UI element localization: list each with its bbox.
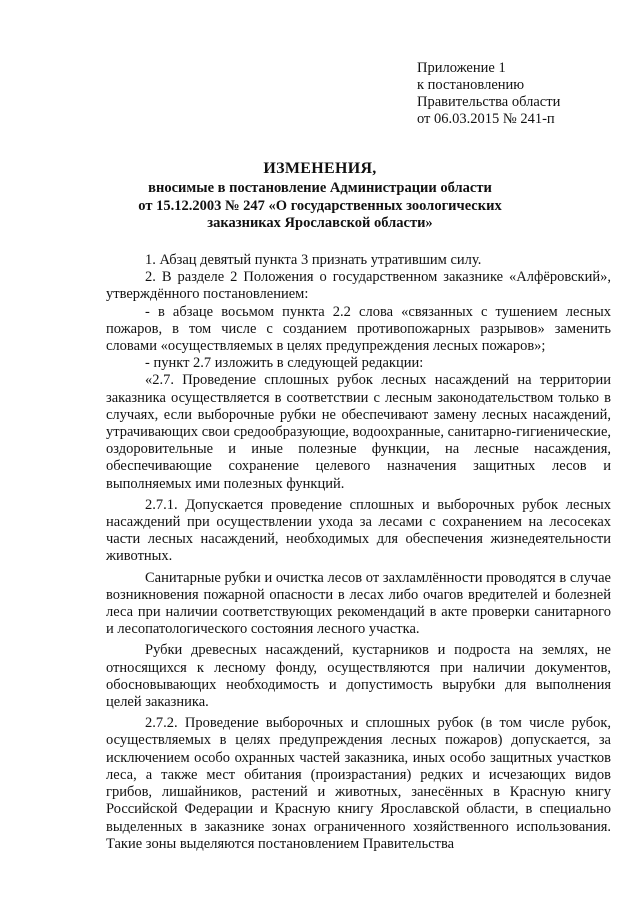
subtitle-line: от 15.12.2003 № 247 «О государственных зоологических — [138, 197, 502, 214]
paragraph: Санитарные рубки и очистка лесов от захламлённости проводятся в случае возникновения пожарной опасности в лесах либо очагов вредителей и болезней леса при наличии соответствующих рекомендаций в акте проверки санитарного и лесопатологического состояния лесного участка. — [106, 569, 611, 638]
document-body — [106, 252, 611, 853]
appendix-line: Правительства области — [417, 94, 561, 110]
paragraph: - в абзаце восьмом пункта 2.2 слова «связанных с тушением лесных пожаров, в том числе с созданием противопожарных разрывов» заменить словами «осуществляемых в целях предупреждения лесных пожаров»; — [106, 303, 611, 355]
paragraph: «2.7. Проведение сплошных рубок лесных насаждений на территории заказника осуществляется в соответствии с лесным законодательством только в случаях, если выборочные рубки не обеспечивают замену лесных насаждений, утрачивающих свои средообразующие, водоохранные, санитарно-гигиенические, оздоровительные и иные полезные функции, на лесные насаждения, обеспечивающие сохранение целевого назначения защитных лесов и выполняемых ими полезных функций. — [106, 372, 611, 492]
document-heading: ИЗМЕНЕНИЯ, — [263, 160, 377, 177]
paragraph: - пункт 2.7 изложить в следующей редакции: — [145, 355, 424, 372]
document-subtitle — [100, 180, 540, 233]
paragraph: Рубки древесных насаждений, кустарников и подроста на землях, не относящихся к лесному фонду, осуществляются при наличии документов, обосновывающих необходимость и допустимость вырубки для выполнения целей заказника. — [106, 642, 611, 711]
appendix-line: Приложение 1 — [417, 60, 506, 76]
paragraph: 2. В разделе 2 Положения о государственном заказнике «Алфёровский», утверждённого постановлением: — [106, 269, 611, 303]
appendix-line: от 06.03.2015 № 241-п — [417, 111, 555, 127]
subtitle-line: вносимые в постановление Администрации области — [148, 180, 492, 196]
appendix-reference — [417, 60, 560, 128]
subtitle-line: заказниках Ярославской области» — [207, 215, 433, 231]
appendix-line: к постановлению — [417, 77, 525, 93]
paragraph: 1. Абзац девятый пункта 3 признать утратившим силу. — [145, 252, 482, 268]
paragraph: 2.7.1. Допускается проведение сплошных и выборочных рубок лесных насаждений при осуществлении ухода за лесами с сохранением на лесосеках части лесных насаждений, необходимых для обеспечения жизнедеятельности животных. — [106, 496, 611, 565]
paragraph: 2.7.2. Проведение выборочных и сплошных рубок (в том числе рубок, осуществляемых в целях предупреждения лесных пожаров) допускается, за исключением особо охранных частей заказника, иных особо защитных участков леса, а также мест обитания (произрастания) редких и исчезающих видов грибов, лишайников, растений и животных, занесённых в Красную книгу Российской Федерации и Красную книгу Ярославской области, в специально выделенных в заказнике зонах ограниченного хозяйственного использования. Такие зоны выделяются постановлением Правительства — [106, 715, 611, 852]
